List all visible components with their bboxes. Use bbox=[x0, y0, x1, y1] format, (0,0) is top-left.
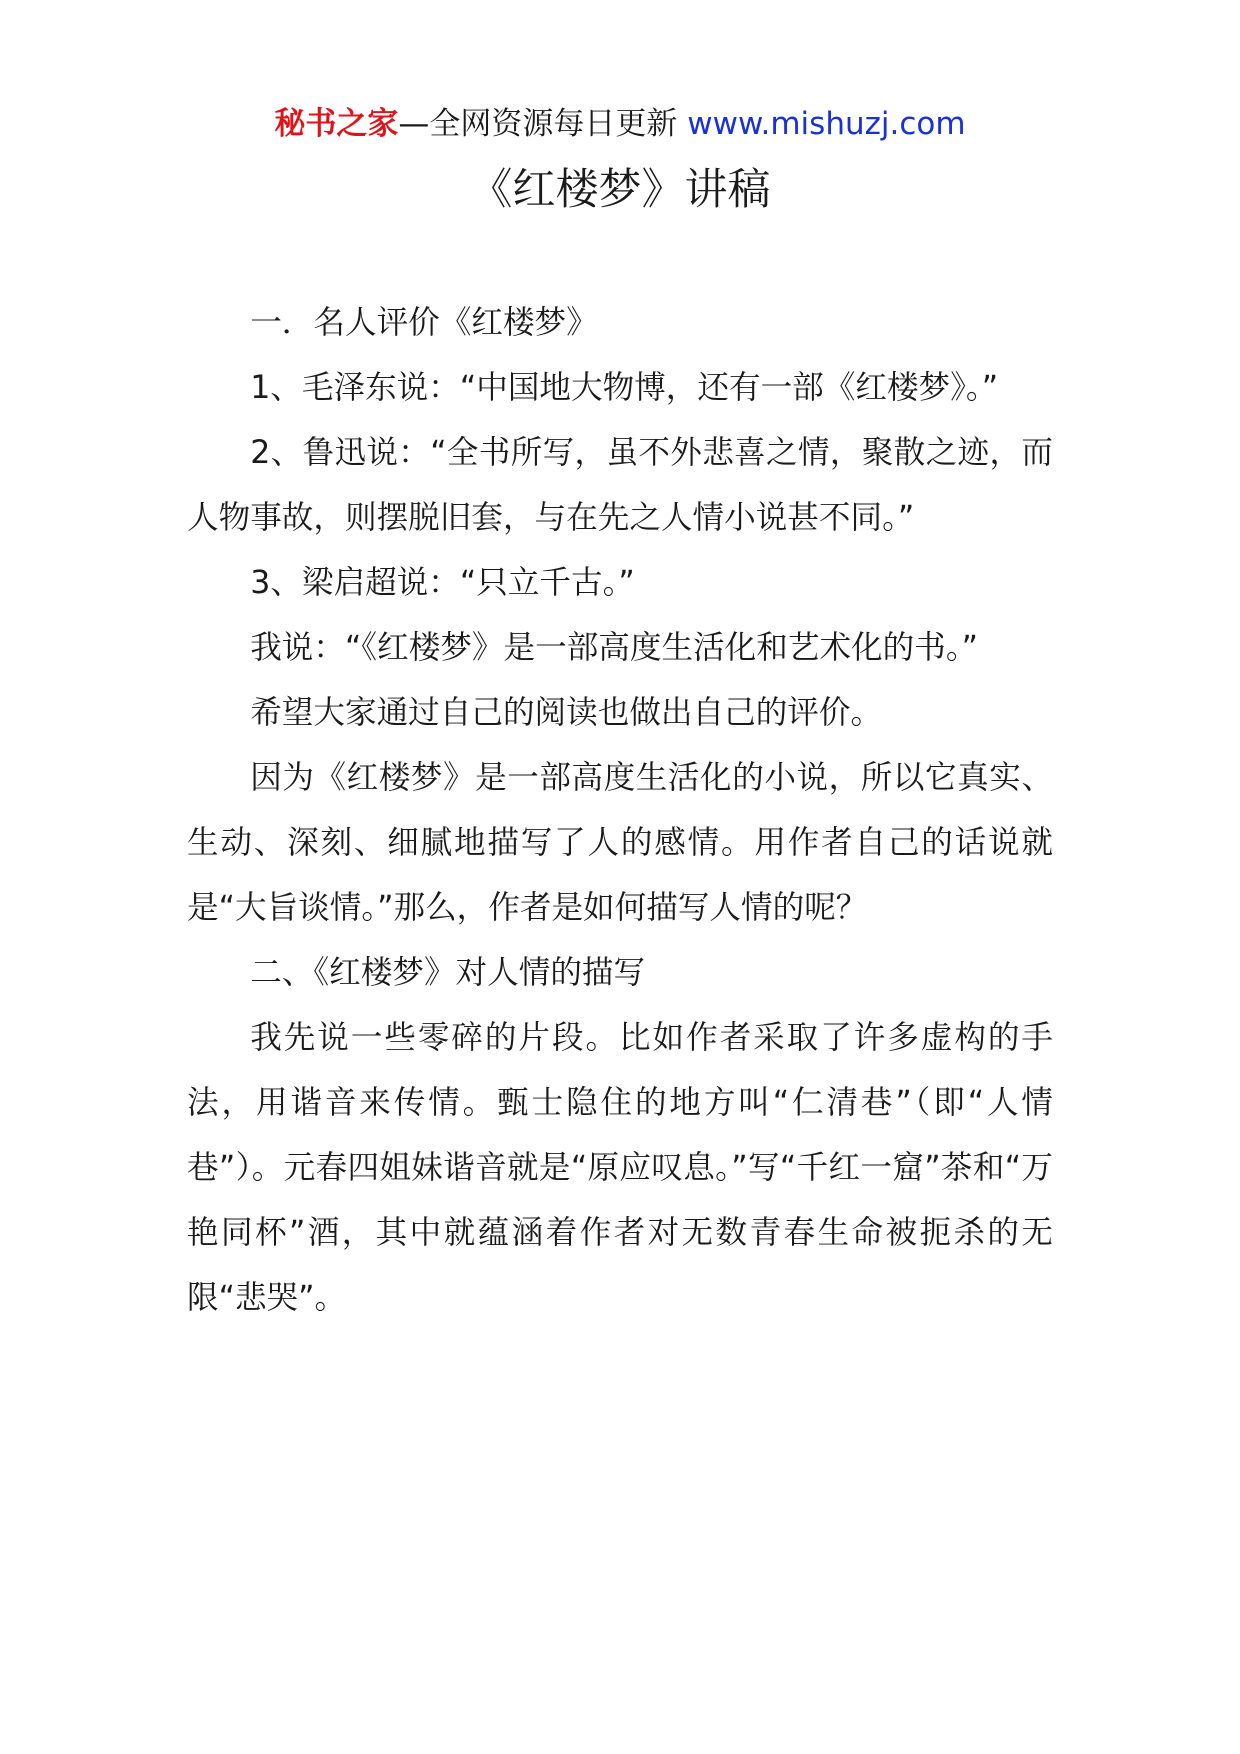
section-heading: 二、《红楼梦》对人情的描写 bbox=[250, 955, 646, 991]
paragraph: 我先说一些零碎的片段。比如作者采取了许多虚构的手法，用谐音来传情。甄士隐住的地方叫“仁清巷”（即“人情巷”）。元春四姐妹谐音就是“原应叹息。”写“千红一窟”茶和“万艳同杯”酒，其中就蕴涵着作者对无数青春生命被扼杀的无限“悲哭”。 bbox=[187, 1020, 1053, 1316]
paragraph: 2、鲁迅说：“全书所写，虽不外悲喜之情，聚散之迹，而人物事故，则摆脱旧套，与在先之人情小说甚不同。” bbox=[187, 435, 1053, 536]
section-heading: 一．名人评价《红楼梦》 bbox=[250, 305, 598, 341]
paragraph: 1、毛泽东说：“中国地大物博，还有一部《红楼梦》。” bbox=[250, 370, 999, 406]
banner-slogan: —全网资源每日更新 bbox=[398, 106, 688, 142]
site-banner bbox=[0, 102, 1240, 146]
document-title: 《红楼梦》讲稿 bbox=[469, 165, 771, 215]
paragraph: 3、梁启超说：“只立千古。” bbox=[250, 565, 635, 601]
paragraph: 希望大家通过自己的阅读也做出自己的评价。 bbox=[250, 695, 883, 731]
site-url-link[interactable]: www.mishuzj.com bbox=[687, 106, 966, 142]
paragraph: 因为《红楼梦》是一部高度生活化的小说，所以它真实、生动、深刻、细腻地描写了人的感情。用作者自己的话说就是“大旨谈情。”那么，作者是如何描写人情的呢？ bbox=[187, 760, 1053, 926]
paragraph: 我说：“《红楼梦》是一部高度生活化和艺术化的书。” bbox=[250, 630, 978, 666]
document-body bbox=[187, 291, 1053, 1331]
brand-name: 秘书之家 bbox=[274, 106, 399, 142]
